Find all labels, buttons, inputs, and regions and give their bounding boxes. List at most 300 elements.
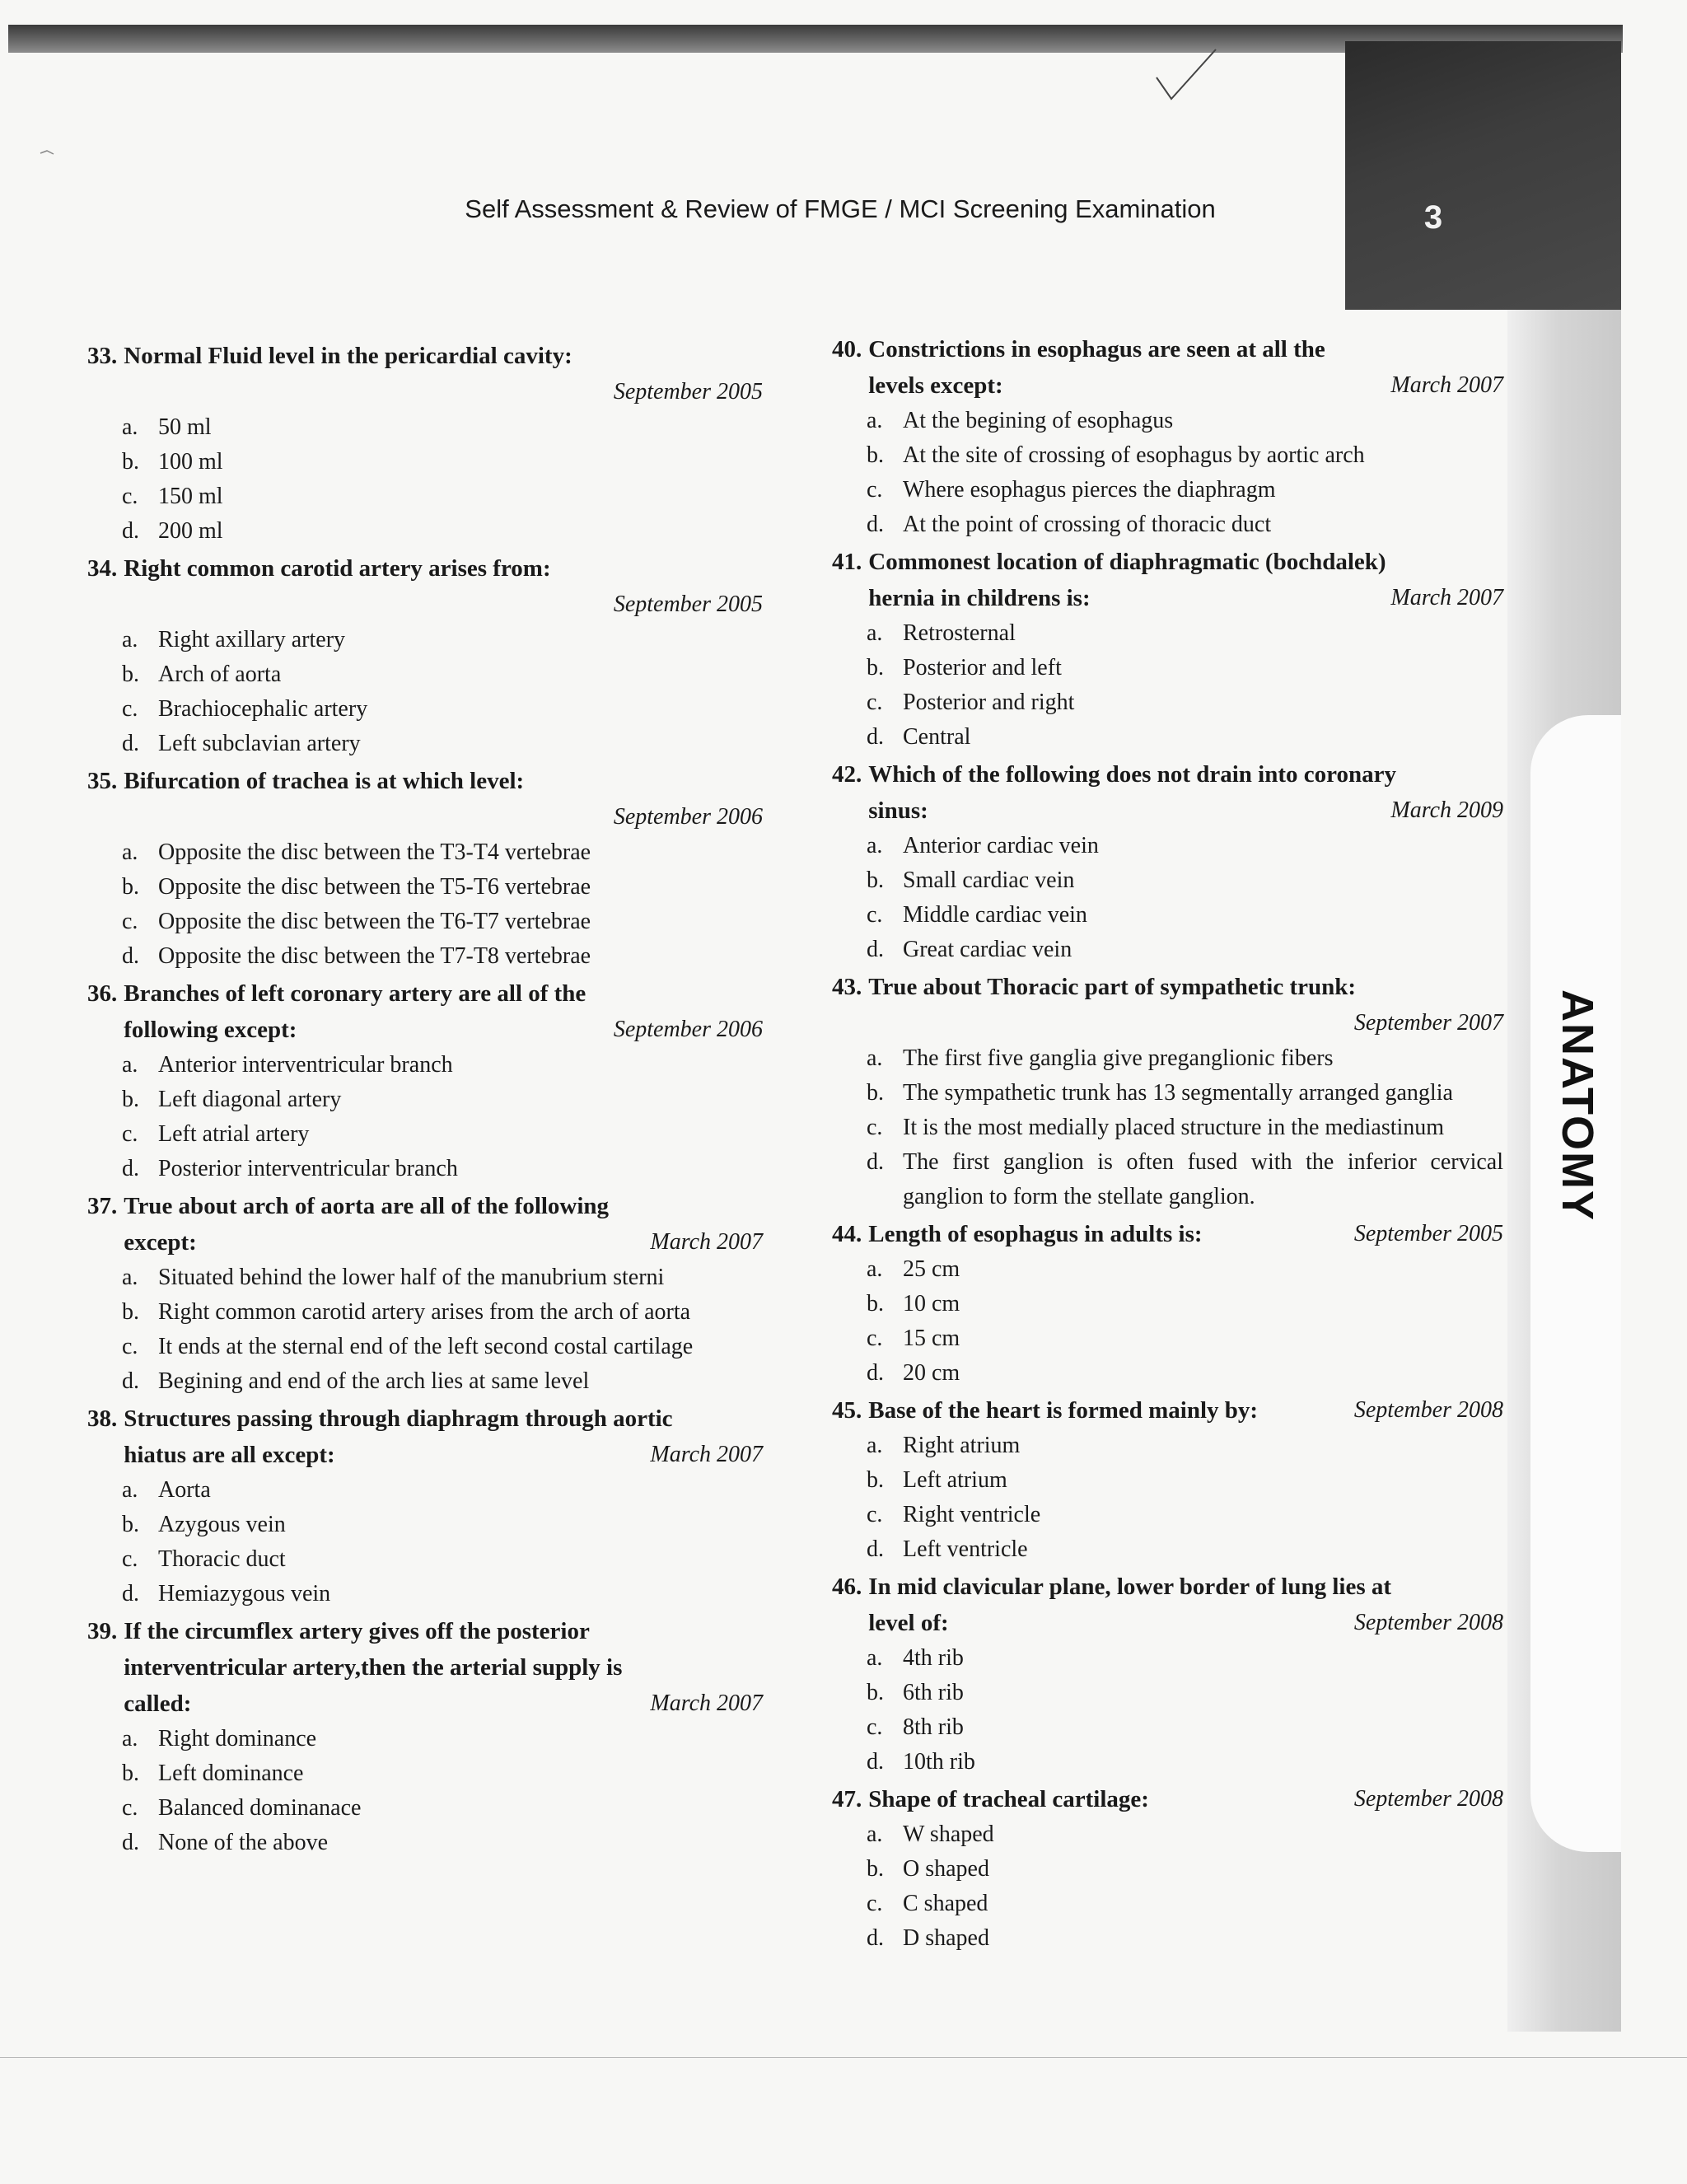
question-stem: If the circumflex artery gives off the posterior xyxy=(124,1618,590,1644)
question-item xyxy=(832,331,1503,542)
section-label xyxy=(1512,949,1643,1262)
question-text-line xyxy=(87,1686,763,1722)
question-number: 35. xyxy=(87,768,118,794)
question-text xyxy=(868,969,1503,1005)
option-text: Anterior cardiac vein xyxy=(903,833,1099,858)
option-text: 25 cm xyxy=(903,1256,960,1282)
option-text: Right ventricle xyxy=(903,1502,1041,1527)
question-number: 44. xyxy=(832,1221,862,1247)
option-text: Anterior interventricular branch xyxy=(158,1052,453,1078)
option-letter: c. xyxy=(122,909,138,934)
answer-option xyxy=(867,829,1503,863)
option-letter: b. xyxy=(122,1299,139,1325)
exam-date: September 2006 xyxy=(613,1017,763,1042)
option-text: Right axillary artery xyxy=(158,627,346,652)
option-text: Right dominance xyxy=(158,1726,317,1751)
option-letter: a. xyxy=(867,1433,883,1458)
exam-date: March 2007 xyxy=(650,1229,763,1255)
option-text: At the site of crossing of esophagus by aortic arch xyxy=(903,442,1365,468)
option-letter: a. xyxy=(867,1645,883,1671)
option-text: Central xyxy=(903,724,971,750)
option-letter: b. xyxy=(867,655,884,680)
answer-option xyxy=(867,473,1503,507)
page-number: 3 xyxy=(1423,199,1443,236)
answer-option xyxy=(122,479,763,514)
option-text: None of the above xyxy=(158,1830,329,1855)
option-letter: c. xyxy=(122,484,138,509)
exam-date: March 2007 xyxy=(650,1442,763,1467)
question-text-line xyxy=(87,1012,763,1048)
answer-option xyxy=(867,404,1503,438)
question-text-line xyxy=(87,1437,763,1473)
option-text: Left ventricle xyxy=(903,1536,1028,1562)
option-text: Left subclavian artery xyxy=(158,731,361,756)
question-text-line xyxy=(87,1401,763,1437)
question-text xyxy=(868,1216,1503,1252)
option-list xyxy=(87,623,763,761)
question-text-line xyxy=(832,756,1503,793)
question-stem: sinus: xyxy=(868,797,928,824)
answer-option xyxy=(122,514,763,549)
question-text xyxy=(868,331,1503,367)
option-letter: c. xyxy=(867,1714,883,1740)
answer-option xyxy=(867,1356,1503,1391)
question-number: 42. xyxy=(832,761,862,788)
answer-option xyxy=(122,1260,763,1295)
question-text xyxy=(124,1012,763,1048)
option-letter: d. xyxy=(122,731,139,756)
question-text-line xyxy=(832,544,1503,580)
option-list xyxy=(87,1260,763,1399)
option-text: 15 cm xyxy=(903,1326,960,1351)
answer-option xyxy=(122,1117,763,1152)
question-stem: hiatus are all except: xyxy=(124,1442,335,1468)
option-letter: b. xyxy=(867,442,884,468)
option-letter: c. xyxy=(867,477,883,503)
option-text: Left diagonal artery xyxy=(158,1087,342,1112)
exam-date: September 2008 xyxy=(1353,1610,1503,1635)
option-list xyxy=(87,1048,763,1186)
answer-option xyxy=(122,1508,763,1542)
answer-option xyxy=(867,1887,1503,1921)
option-text: At the point of crossing of thoracic duct xyxy=(903,512,1272,537)
question-item xyxy=(832,544,1503,755)
option-letter: d. xyxy=(122,1156,139,1181)
answer-option xyxy=(122,1756,763,1791)
answer-option xyxy=(122,1330,763,1364)
question-stem: Normal Fluid level in the pericardial cavity: xyxy=(124,343,572,369)
question-item xyxy=(832,1392,1503,1567)
option-text: D shaped xyxy=(903,1925,989,1951)
option-list xyxy=(832,829,1503,967)
question-text xyxy=(868,580,1503,616)
answer-option xyxy=(867,1710,1503,1745)
answer-option xyxy=(122,1722,763,1756)
question-text xyxy=(868,367,1503,404)
option-letter: b. xyxy=(122,449,139,475)
option-text: Posterior and right xyxy=(903,690,1075,715)
answer-option xyxy=(867,1041,1503,1076)
question-item xyxy=(87,1401,763,1611)
bottom-rule xyxy=(0,2057,1687,2058)
question-item xyxy=(87,763,763,974)
answer-option xyxy=(122,1791,763,1826)
question-text xyxy=(124,1224,763,1260)
question-text xyxy=(868,1392,1503,1429)
question-item xyxy=(832,1781,1503,1956)
question-number: 33. xyxy=(87,343,118,369)
question-text-line xyxy=(832,969,1503,1005)
answer-option xyxy=(867,685,1503,720)
option-letter: a. xyxy=(867,1822,883,1847)
section-label-text: ANATOMY xyxy=(1553,989,1602,1222)
question-item xyxy=(87,1613,763,1860)
question-text-line xyxy=(832,1781,1503,1817)
option-letter: b. xyxy=(867,1680,884,1705)
option-list xyxy=(832,1252,1503,1391)
option-text: Middle cardiac vein xyxy=(903,902,1087,928)
answer-option xyxy=(122,1083,763,1117)
question-text-line xyxy=(832,1569,1503,1605)
question-text xyxy=(124,338,763,374)
option-text: 100 ml xyxy=(158,449,223,475)
option-letter: b. xyxy=(122,1761,139,1786)
question-item xyxy=(87,975,763,1186)
answer-option xyxy=(867,616,1503,651)
question-number: 36. xyxy=(87,980,118,1007)
question-item xyxy=(87,338,763,549)
answer-option xyxy=(122,939,763,974)
question-item xyxy=(832,1569,1503,1779)
option-letter: d. xyxy=(867,724,884,750)
option-letter: d. xyxy=(867,1925,884,1951)
right-question-column xyxy=(832,331,1503,1957)
question-text-line xyxy=(87,1188,763,1224)
option-letter: a. xyxy=(867,620,883,646)
stray-mark-icon xyxy=(40,148,54,157)
question-stem: Bifurcation of trachea is at which level: xyxy=(124,768,525,794)
question-text-line xyxy=(87,1224,763,1260)
option-text: Left atrial artery xyxy=(158,1121,310,1147)
option-list xyxy=(832,616,1503,755)
option-letter: b. xyxy=(122,1512,139,1537)
answer-option xyxy=(122,657,763,692)
question-stem: Which of the following does not drain into coronary xyxy=(868,761,1396,788)
option-letter: c. xyxy=(122,1334,138,1359)
option-text: O shaped xyxy=(903,1856,989,1882)
question-stem: levels except: xyxy=(868,372,1003,399)
question-number: 34. xyxy=(87,555,118,582)
answer-option xyxy=(122,1364,763,1399)
answer-option xyxy=(867,1252,1503,1287)
answer-option xyxy=(867,1429,1503,1463)
answer-option xyxy=(122,905,763,939)
option-text: Begining and end of the arch lies at same level xyxy=(158,1368,590,1394)
running-header: Self Assessment & Review of FMGE / MCI Screening Examination xyxy=(465,194,1216,223)
question-item xyxy=(87,1188,763,1399)
answer-option xyxy=(122,410,763,445)
question-text xyxy=(868,544,1503,580)
answer-option xyxy=(867,438,1503,473)
option-list xyxy=(832,404,1503,542)
question-item xyxy=(832,756,1503,967)
question-item xyxy=(832,1216,1503,1391)
question-stem: hernia in childrens is: xyxy=(868,585,1091,611)
question-number: 39. xyxy=(87,1618,118,1644)
option-text: Opposite the disc between the T5-T6 vertebrae xyxy=(158,874,591,900)
option-text: W shaped xyxy=(903,1822,994,1847)
answer-option xyxy=(867,651,1503,685)
question-text-line xyxy=(87,1613,763,1649)
option-text: Arch of aorta xyxy=(158,662,282,687)
option-letter: c. xyxy=(122,1546,138,1572)
option-letter: c. xyxy=(867,1326,883,1351)
option-letter: a. xyxy=(867,408,883,433)
option-text: Small cardiac vein xyxy=(903,868,1075,893)
option-text: Retrosternal xyxy=(903,620,1016,646)
option-text: 150 ml xyxy=(158,484,223,509)
option-text: Opposite the disc between the T6-T7 vertebrae xyxy=(158,909,591,934)
option-letter: a. xyxy=(122,627,138,652)
question-text-line xyxy=(832,793,1503,829)
answer-option xyxy=(122,727,763,761)
answer-option xyxy=(122,1473,763,1508)
option-list xyxy=(87,1473,763,1611)
question-number: 40. xyxy=(832,336,862,362)
option-text: Hemiazygous vein xyxy=(158,1581,331,1606)
question-number: 38. xyxy=(87,1405,118,1432)
option-letter: d. xyxy=(867,1749,884,1775)
option-letter: b. xyxy=(867,868,884,893)
option-text: The sympathetic trunk has 13 segmentally arranged ganglia xyxy=(903,1080,1453,1106)
answer-option xyxy=(867,1921,1503,1956)
option-letter: a. xyxy=(867,833,883,858)
option-text: Right common carotid artery arises from the arch of aorta xyxy=(158,1299,691,1325)
option-letter: a. xyxy=(122,1477,138,1503)
answer-option xyxy=(122,1826,763,1860)
question-number: 41. xyxy=(832,549,862,575)
answer-option xyxy=(122,1542,763,1577)
option-text: It is the most medially placed structure in the mediastinum xyxy=(903,1115,1445,1140)
exam-date: September 2005 xyxy=(613,592,763,617)
question-stem: Constrictions in esophagus are seen at all the xyxy=(868,336,1325,362)
answer-option xyxy=(867,1145,1503,1214)
option-letter: b. xyxy=(122,874,139,900)
question-stem: Commonest location of diaphragmatic (bochdalek) xyxy=(868,549,1386,575)
option-text: Situated behind the lower half of the manubrium sterni xyxy=(158,1265,665,1290)
answer-option xyxy=(867,933,1503,967)
option-text: Left atrium xyxy=(903,1467,1007,1493)
exam-date: September 2008 xyxy=(1353,1786,1503,1812)
option-text: Great cardiac vein xyxy=(903,937,1072,962)
option-text: Posterior and left xyxy=(903,655,1062,680)
option-text: 10th rib xyxy=(903,1749,975,1775)
question-text-line xyxy=(832,1216,1503,1252)
answer-option xyxy=(122,1152,763,1186)
option-letter: d. xyxy=(122,943,139,969)
question-stem: Branches of left coronary artery are all of the xyxy=(124,980,586,1007)
option-letter: b. xyxy=(867,1467,884,1493)
question-text-line xyxy=(87,975,763,1012)
option-letter: d. xyxy=(867,1149,884,1175)
option-list xyxy=(832,1817,1503,1956)
option-list xyxy=(832,1041,1503,1214)
question-text xyxy=(124,763,763,799)
option-list xyxy=(87,1722,763,1860)
option-letter: d. xyxy=(867,512,884,537)
option-letter: a. xyxy=(122,839,138,865)
option-text: 6th rib xyxy=(903,1680,964,1705)
question-number: 43. xyxy=(832,974,862,1000)
option-letter: c. xyxy=(122,1121,138,1147)
section-tab xyxy=(1530,715,1621,1852)
question-text xyxy=(124,975,763,1012)
option-text: Thoracic duct xyxy=(158,1546,286,1572)
option-text: Aorta xyxy=(158,1477,211,1503)
option-text: Posterior interventricular branch xyxy=(158,1156,458,1181)
question-text-line xyxy=(832,1392,1503,1429)
option-text: 8th rib xyxy=(903,1714,964,1740)
exam-date: March 2007 xyxy=(1390,585,1503,610)
answer-option xyxy=(867,1111,1503,1145)
option-letter: b. xyxy=(867,1856,884,1882)
option-text: Azygous vein xyxy=(158,1512,286,1537)
option-letter: a. xyxy=(122,1052,138,1078)
question-stem: True about arch of aorta are all of the following xyxy=(124,1193,610,1219)
question-number: 46. xyxy=(832,1574,862,1600)
exam-date: September 2006 xyxy=(613,804,763,830)
question-stem: level of: xyxy=(868,1610,949,1636)
answer-option xyxy=(122,623,763,657)
option-letter: a. xyxy=(867,1045,883,1071)
option-text: 10 cm xyxy=(903,1291,960,1316)
answer-option xyxy=(122,835,763,870)
answer-option xyxy=(867,1498,1503,1532)
question-text xyxy=(868,756,1503,793)
question-text-line xyxy=(832,331,1503,367)
question-text xyxy=(868,793,1503,829)
option-letter: d. xyxy=(867,1360,884,1386)
option-letter: c. xyxy=(867,690,883,715)
option-text: Right atrium xyxy=(903,1433,1021,1458)
option-text: C shaped xyxy=(903,1891,988,1916)
option-letter: d. xyxy=(122,1830,139,1855)
option-text: Left dominance xyxy=(158,1761,304,1786)
answer-option xyxy=(867,1076,1503,1111)
option-text: Brachiocephalic artery xyxy=(158,696,368,722)
answer-option xyxy=(867,507,1503,542)
question-number: 47. xyxy=(832,1786,862,1812)
answer-option xyxy=(122,1048,763,1083)
option-text: Where esophagus pierces the diaphragm xyxy=(903,477,1276,503)
option-letter: c. xyxy=(867,902,883,928)
question-text-line xyxy=(832,1605,1503,1641)
question-text xyxy=(868,1605,1503,1641)
option-text: The first five ganglia give preganglionic fibers xyxy=(903,1045,1334,1071)
question-text xyxy=(124,1649,763,1686)
question-text-line xyxy=(832,367,1503,404)
option-text: Balanced dominanace xyxy=(158,1795,362,1821)
option-letter: b. xyxy=(122,662,139,687)
option-text: 50 ml xyxy=(158,414,212,440)
exam-date: March 2007 xyxy=(650,1691,763,1716)
question-stem: Shape of tracheal cartilage: xyxy=(868,1786,1149,1812)
answer-option xyxy=(122,1295,763,1330)
option-letter: d. xyxy=(122,1368,139,1394)
answer-option xyxy=(867,898,1503,933)
option-text: 200 ml xyxy=(158,518,223,544)
question-text xyxy=(124,1613,763,1649)
option-letter: a. xyxy=(867,1256,883,1282)
exam-date: March 2007 xyxy=(1390,372,1503,398)
question-text xyxy=(124,1401,763,1437)
exam-date: March 2009 xyxy=(1390,797,1503,823)
option-letter: d. xyxy=(867,937,884,962)
option-list xyxy=(87,835,763,974)
question-stem: Structures passing through diaphragm through aortic xyxy=(124,1405,673,1432)
question-stem: True about Thoracic part of sympathetic trunk: xyxy=(868,974,1357,1000)
question-stem: In mid clavicular plane, lower border of lung lies at xyxy=(868,1574,1392,1600)
question-text-line xyxy=(87,1649,763,1686)
question-text xyxy=(124,1686,763,1722)
question-text-line xyxy=(87,338,763,374)
exam-date: September 2007 xyxy=(1353,1010,1503,1036)
question-stem: except: xyxy=(124,1229,197,1256)
exam-date: September 2008 xyxy=(1353,1397,1503,1423)
question-item xyxy=(87,550,763,761)
option-text: At the begining of esophagus xyxy=(903,408,1174,433)
answer-option xyxy=(867,720,1503,755)
option-letter: c. xyxy=(867,1502,883,1527)
option-letter: d. xyxy=(122,518,139,544)
option-letter: a. xyxy=(122,414,138,440)
option-letter: c. xyxy=(867,1891,883,1916)
option-letter: b. xyxy=(867,1080,884,1106)
option-text: 4th rib xyxy=(903,1645,964,1671)
answer-option xyxy=(122,692,763,727)
pen-checkmark-icon xyxy=(1153,46,1219,104)
question-text-line xyxy=(87,763,763,799)
answer-option xyxy=(867,1463,1503,1498)
option-text: The first ganglion is often fused with the inferior cervical ganglion to form the stellate ganglion. xyxy=(903,1149,1503,1209)
answer-option xyxy=(867,1321,1503,1356)
option-letter: a. xyxy=(122,1265,138,1290)
question-text-line xyxy=(832,580,1503,616)
answer-option xyxy=(867,1817,1503,1852)
question-stem: Base of the heart is formed mainly by: xyxy=(868,1397,1259,1424)
answer-option xyxy=(867,1852,1503,1887)
option-text: Opposite the disc between the T3-T4 vertebrae xyxy=(158,839,591,865)
option-text: 20 cm xyxy=(903,1360,960,1386)
option-letter: c. xyxy=(867,1115,883,1140)
question-stem: following except: xyxy=(124,1017,297,1043)
option-letter: b. xyxy=(867,1291,884,1316)
question-text xyxy=(868,1569,1503,1605)
option-letter: c. xyxy=(122,696,138,722)
page-number-block xyxy=(1345,41,1621,310)
option-letter: d. xyxy=(122,1581,139,1606)
option-letter: c. xyxy=(122,1795,138,1821)
answer-option xyxy=(867,863,1503,898)
question-text xyxy=(868,1781,1503,1817)
answer-option xyxy=(867,1641,1503,1676)
question-number: 45. xyxy=(832,1397,862,1424)
exam-date: September 2005 xyxy=(1353,1221,1503,1246)
question-stem: interventricular artery,then the arterial supply is xyxy=(124,1654,623,1681)
answer-option xyxy=(867,1676,1503,1710)
left-question-column xyxy=(87,338,763,1862)
question-stem: Length of esophagus in adults is: xyxy=(868,1221,1203,1247)
